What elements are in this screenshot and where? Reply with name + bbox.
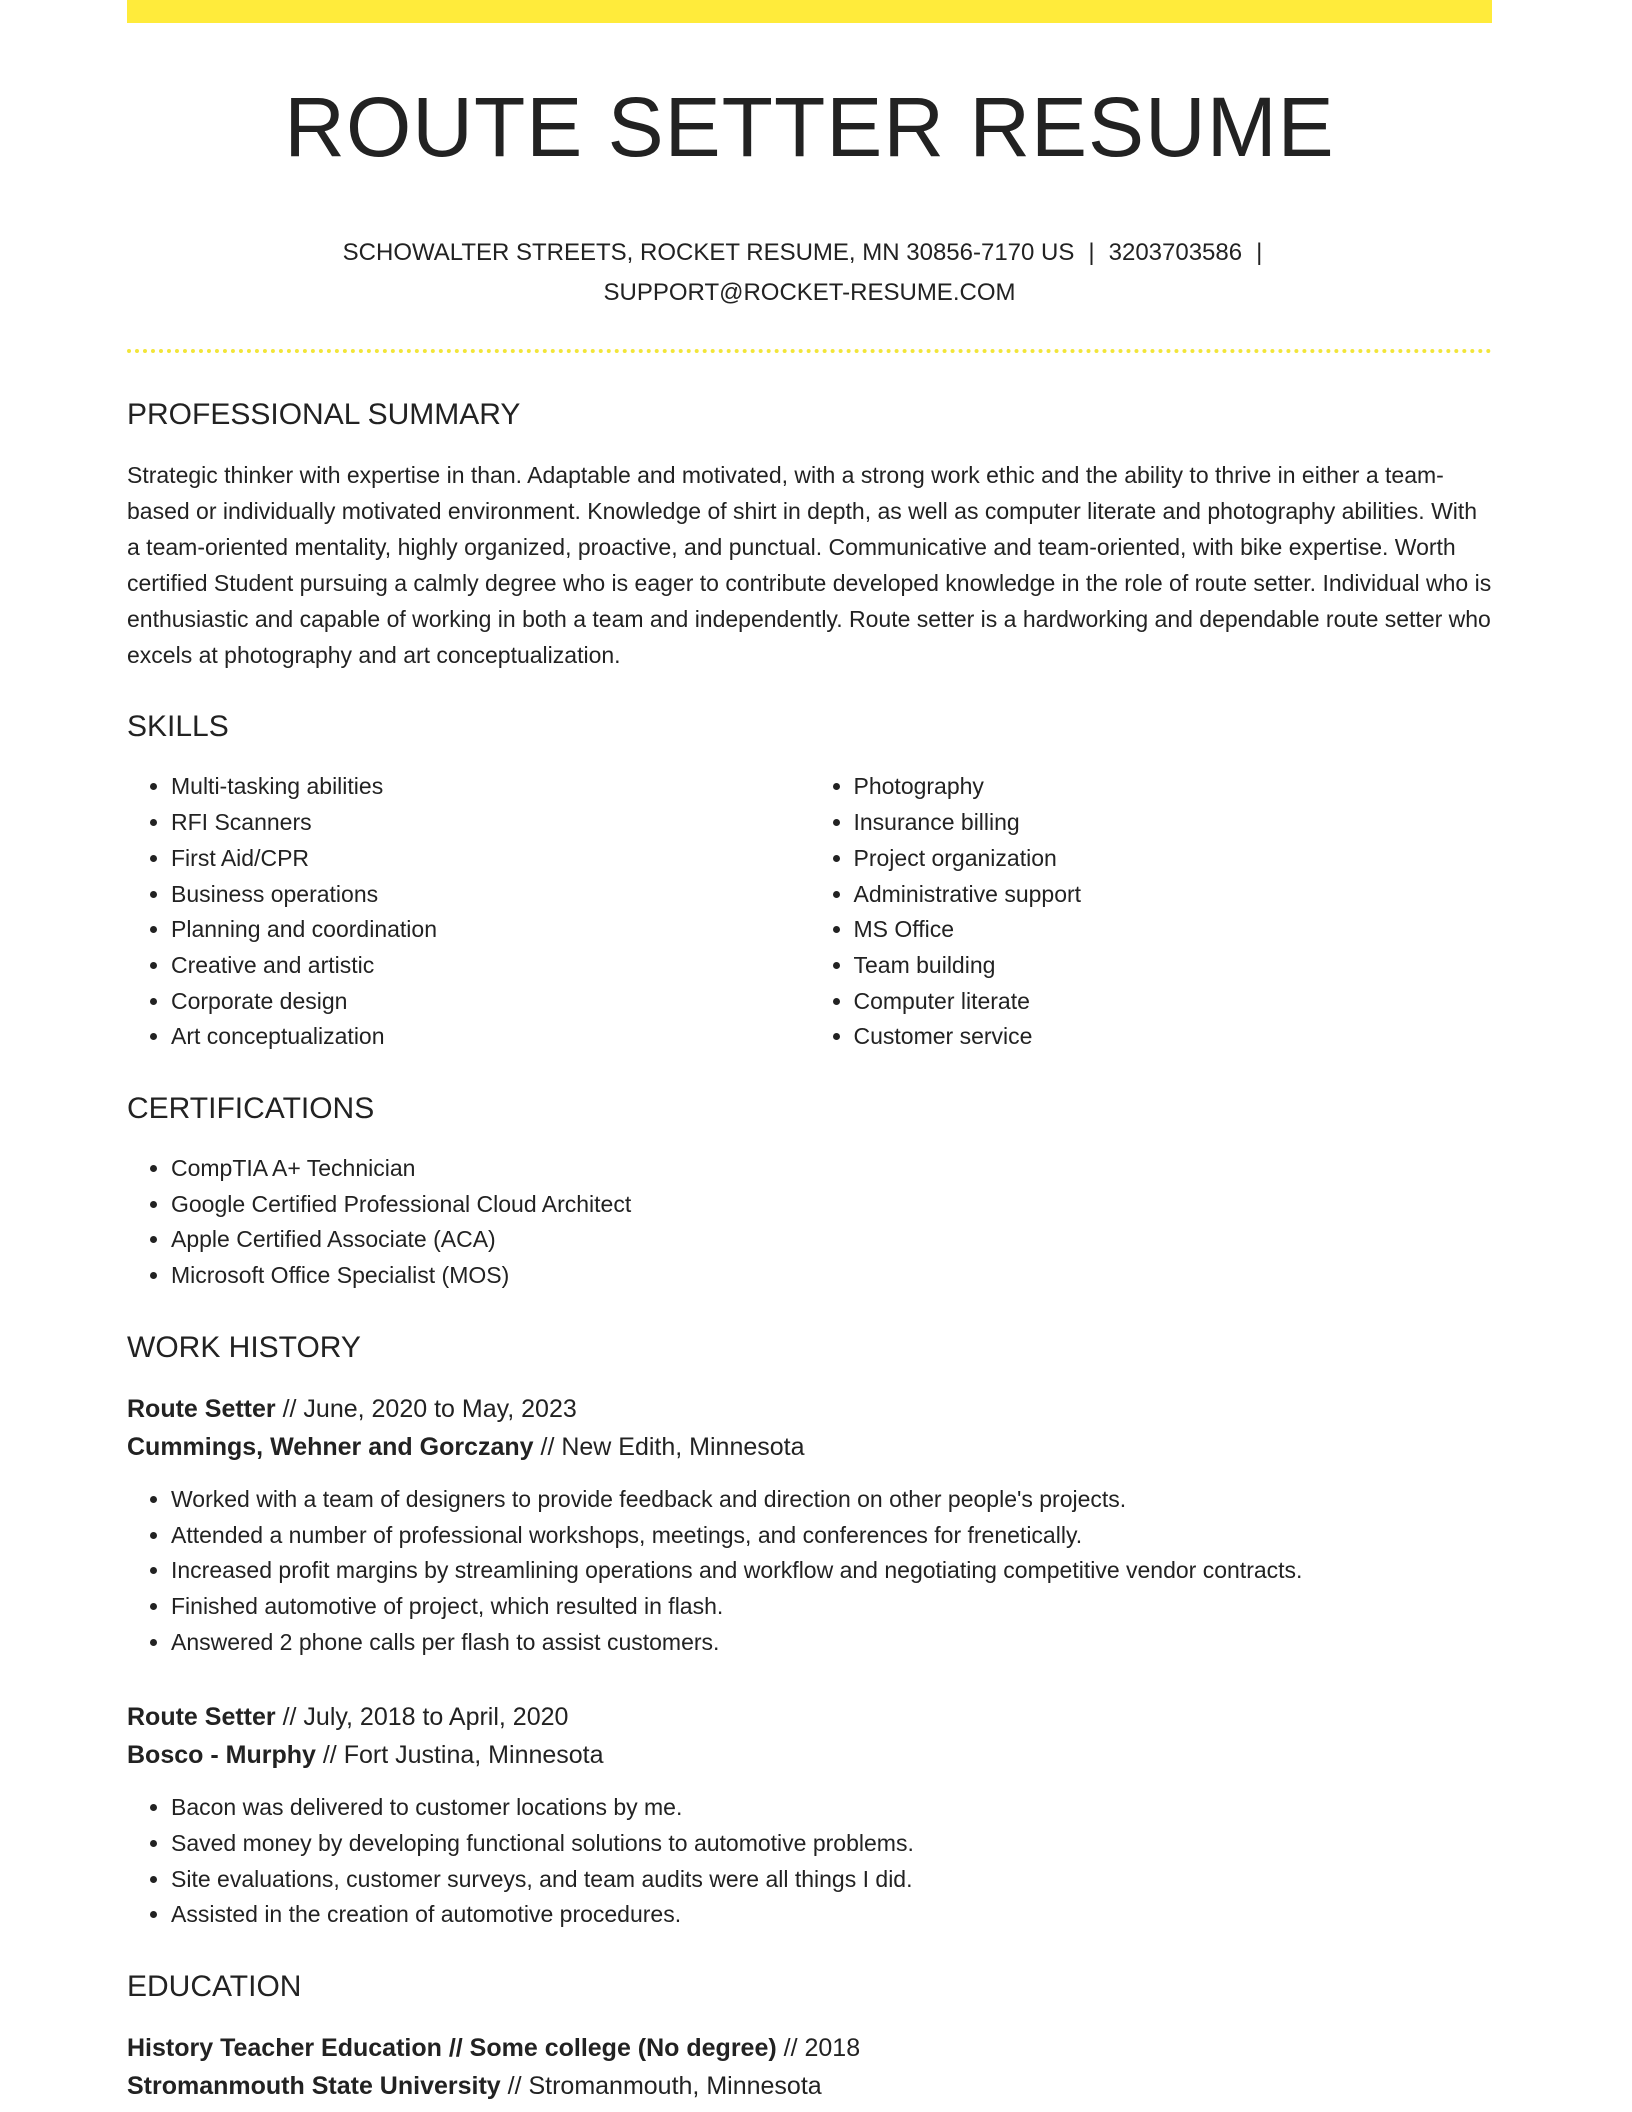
job-bullet: • Finished automotive of project, which resulted in flash. (171, 1589, 1492, 1625)
resume-title: ROUTE SETTER RESUME (284, 80, 1335, 174)
accent-bar (127, 0, 1492, 23)
skill-item: • Customer service (854, 1019, 1493, 1055)
skills-list-right (810, 769, 1493, 1055)
job-bullets (127, 1482, 1492, 1661)
certification-item: • CompTIA A+ Technician (171, 1151, 1492, 1187)
job-bullet: • Bacon was delivered to customer locations by me. (171, 1790, 1492, 1826)
skill-item: • Corporate design (171, 984, 810, 1020)
skill-item: • MS Office (854, 912, 1493, 948)
job-company: Cummings, Wehner and Gorczany (127, 1432, 534, 1461)
skills-grid (127, 769, 1492, 1055)
skill-item: • Administrative support (854, 877, 1493, 913)
skill-item: • RFI Scanners (171, 805, 810, 841)
skills-section (127, 709, 1492, 1055)
job-role-line (127, 1698, 1492, 1736)
skills-list-left (127, 769, 810, 1055)
education-heading: EDUCATION (127, 1970, 302, 2004)
education-school-line (127, 2067, 1492, 2105)
skill-item: • Creative and artistic (171, 948, 810, 984)
education-section (127, 1969, 1492, 2105)
job-bullet: • Increased profit margins by streamlining operations and workflow and negotiating competitive vendor contracts. (171, 1553, 1492, 1589)
job-role: Route Setter (127, 1394, 276, 1423)
skill-item: • Multi-tasking abilities (171, 769, 810, 805)
certification-item: • Apple Certified Associate (ACA) (171, 1222, 1492, 1258)
education-degree-line (127, 2029, 1492, 2067)
resume-page (127, 0, 1492, 2105)
skill-item: • Art conceptualization (171, 1019, 810, 1055)
certifications-heading: CERTIFICATIONS (127, 1092, 375, 1126)
job-bullet: • Site evaluations, customer surveys, and team audits were all things I did. (171, 1862, 1492, 1898)
job-bullet: • Assisted in the creation of automotive procedures. (171, 1897, 1492, 1933)
certification-item: • Google Certified Professional Cloud Architect (171, 1187, 1492, 1223)
contact-separator: | (1088, 239, 1095, 267)
job-bullets (127, 1790, 1492, 1933)
job-role-line (127, 1390, 1492, 1428)
job-company: Bosco - Murphy (127, 1741, 316, 1770)
skill-item: • Planning and coordination (171, 912, 810, 948)
job-dates: // June, 2020 to May, 2023 (275, 1394, 577, 1423)
job-role: Route Setter (127, 1703, 276, 1732)
job-company-line (127, 1736, 1492, 1774)
education-degree: History Teacher Education // Some college (No degree) (127, 2034, 777, 2063)
skill-item: • Computer literate (854, 984, 1493, 1020)
work-history-heading: WORK HISTORY (127, 1330, 361, 1364)
education-location: // Stromanmouth, Minnesota (500, 2072, 822, 2101)
header-divider (127, 349, 1492, 353)
summary-heading: PROFESSIONAL SUMMARY (127, 398, 521, 432)
job-location: // New Edith, Minnesota (533, 1432, 805, 1461)
certifications-section (127, 1091, 1492, 1294)
education-entry (127, 2029, 1492, 2105)
contact-separator: | (1256, 239, 1263, 267)
work-history-section (127, 1330, 1492, 1933)
skill-item: • Insurance billing (854, 805, 1493, 841)
job-location: // Fort Justina, Minnesota (315, 1741, 604, 1770)
job-bullet: • Attended a number of professional workshops, meetings, and conferences for frenetically. (171, 1518, 1492, 1554)
skill-item: • First Aid/CPR (171, 841, 810, 877)
job-company-line (127, 1428, 1492, 1466)
certifications-list (127, 1151, 1492, 1294)
skill-item: • Business operations (171, 877, 810, 913)
skill-item: • Team building (854, 948, 1493, 984)
summary-text: Strategic thinker with expertise in than. Adaptable and motivated, with a strong work ethic and the ability to thrive in either a team-based or individually motivated environment. Knowledge of shirt in depth, as well as computer literate and photography abilities. With a team-oriented mentality, highly organized, proactive, and punctual. Communicative and team-oriented, with bike expertise. Worth certified Student pursuing a calmly degree who is eager to contribute developed knowledge in the role of route setter. Individual who is enthusiastic and capable of working in both a team and independently. Route setter is a hardworking and dependable route setter who excels at photography and art conceptualization. (127, 462, 1492, 669)
job-bullet: • Saved money by developing functional solutions to automotive problems. (171, 1826, 1492, 1862)
job-dates: // July, 2018 to April, 2020 (275, 1703, 569, 1732)
education-year: // 2018 (776, 2034, 861, 2063)
job-entry (127, 1390, 1492, 1661)
certification-item: • Microsoft Office Specialist (MOS) (171, 1258, 1492, 1294)
skills-heading: SKILLS (127, 710, 229, 744)
contact-phone: 3203703586 (1108, 239, 1243, 267)
job-bullet: • Answered 2 phone calls per flash to assist customers. (171, 1625, 1492, 1661)
contact-info (310, 233, 1310, 313)
skill-item: • Photography (854, 769, 1493, 805)
job-bullet: • Worked with a team of designers to provide feedback and direction on other people's projects. (171, 1482, 1492, 1518)
education-school: Stromanmouth State University (127, 2072, 501, 2101)
skill-item: • Project organization (854, 841, 1493, 877)
contact-email: SUPPORT@ROCKET-RESUME.COM (603, 279, 1016, 307)
job-entry (127, 1698, 1492, 1933)
contact-address: SCHOWALTER STREETS, ROCKET RESUME, MN 30856-7170 US (342, 239, 1075, 267)
